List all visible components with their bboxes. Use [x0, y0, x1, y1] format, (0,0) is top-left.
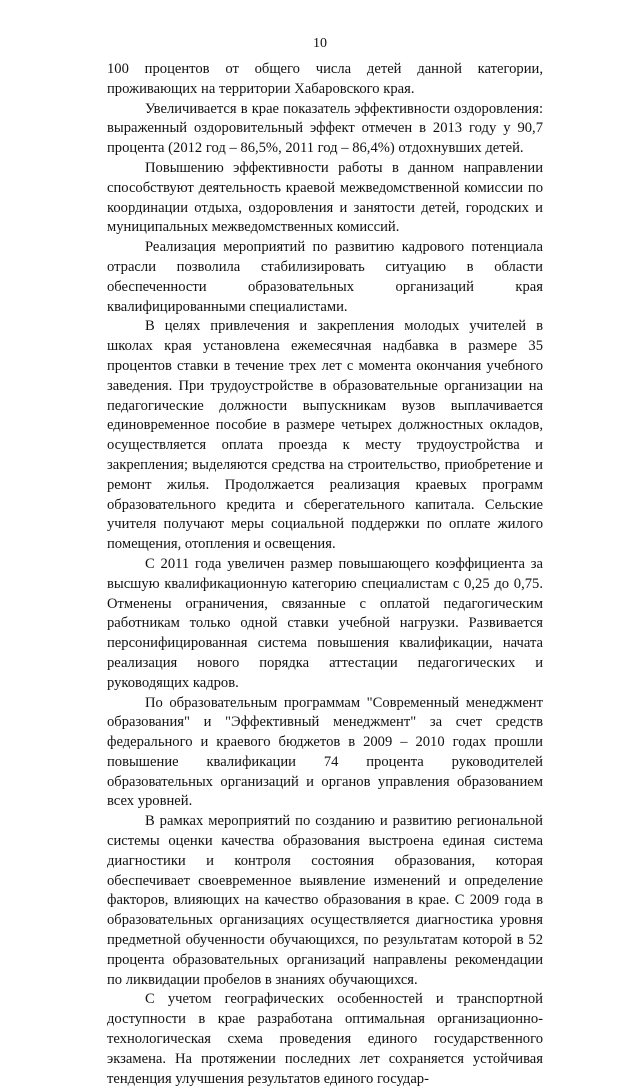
- paragraph-5: В целях привлечения и закрепления молодых учителей в школах края установлена ежемесячная надбавка в размере 35 процентов ставки в течение трех лет с момента окончания учебного заведения. При трудоустройстве в образовательные организации на педагогические должности выпускникам вузов выплачивается единовременное пособие в размере четырех должностных окладов, осуществляется оплата проезда к месту трудоустройства и закрепления; выделяются средства на строительство, приобретение и ремонт жилья. Продолжается реализация краевых программ образовательного кредита и сберегательного капитала. Сельские учителя получают меры социальной поддержки по оплате жилого помещения, отопления и освещения.: [107, 318, 543, 553]
- paragraph-2: Увеличивается в крае показатель эффективности оздоровления: выраженный оздоровительный эффект отмечен в 2013 году у 90,7 процента (2012 год – 86,5%, 2011 год – 86,4%) отдохнувших детей.: [107, 100, 543, 157]
- body-text: [107, 60, 543, 1089]
- paragraph-3: Повышению эффективности работы в данном направлении способствуют деятельность краевой межведомственной комиссии по координации отдыха, оздоровления и занятости детей, городских и муниципальных межведомственных комиссий.: [107, 159, 543, 236]
- paragraph-8: В рамках мероприятий по созданию и развитию региональной системы оценки качества образования выстроена единая система диагностики и контроля состояния образования, которая обеспечивает своевременное выявление изменений и определение факторов, влияющих на качество образования в крае. С 2009 года в образовательных организациях осуществляется диагностика уровня предметной обученности обучающихся, по результатам которой в 52 процента образовательных организаций направлены рекомендации по ликвидации пробелов в знаниях обучающихся.: [107, 813, 543, 988]
- paragraph-1: 100 процентов от общего числа детей данной категории, проживающих на территории Хабаровского края.: [107, 61, 543, 97]
- paragraph-9: С учетом географических особенностей и транспортной доступности в крае разработана оптимальная организационно-технологическая схема проведения единого государственного экзамена. На протяжении последних лет сохраняется устойчивая тенденция улучшения результатов единого государ-: [107, 991, 543, 1087]
- paragraph-4: Реализация мероприятий по развитию кадрового потенциала отрасли позволила стабилизировать ситуацию в области обеспеченности образовательных организаций края квалифицированными специалистами.: [107, 239, 543, 315]
- paragraph-6: С 2011 года увеличен размер повышающего коэффициента за высшую квалификационную категорию специалистам с 0,25 до 0,75. Отменены ограничения, связанные с оплатой педагогическим работникам только одной ставки учебной нагрузки. Развивается персонифицированная система повышения квалификации, начата реализация нового порядка аттестации педагогических и руководящих кадров.: [107, 555, 543, 691]
- paragraph-7: По образовательным программам "Современный менеджмент образования" и "Эффективный менеджмент" за счет средств федерального и краевого бюджетов в 2009 – 2010 годах прошли повышение квалификации 74 процента руководителей образовательных организаций и органов управления образованием всех уровней.: [107, 694, 543, 810]
- page-number: 10: [313, 36, 327, 51]
